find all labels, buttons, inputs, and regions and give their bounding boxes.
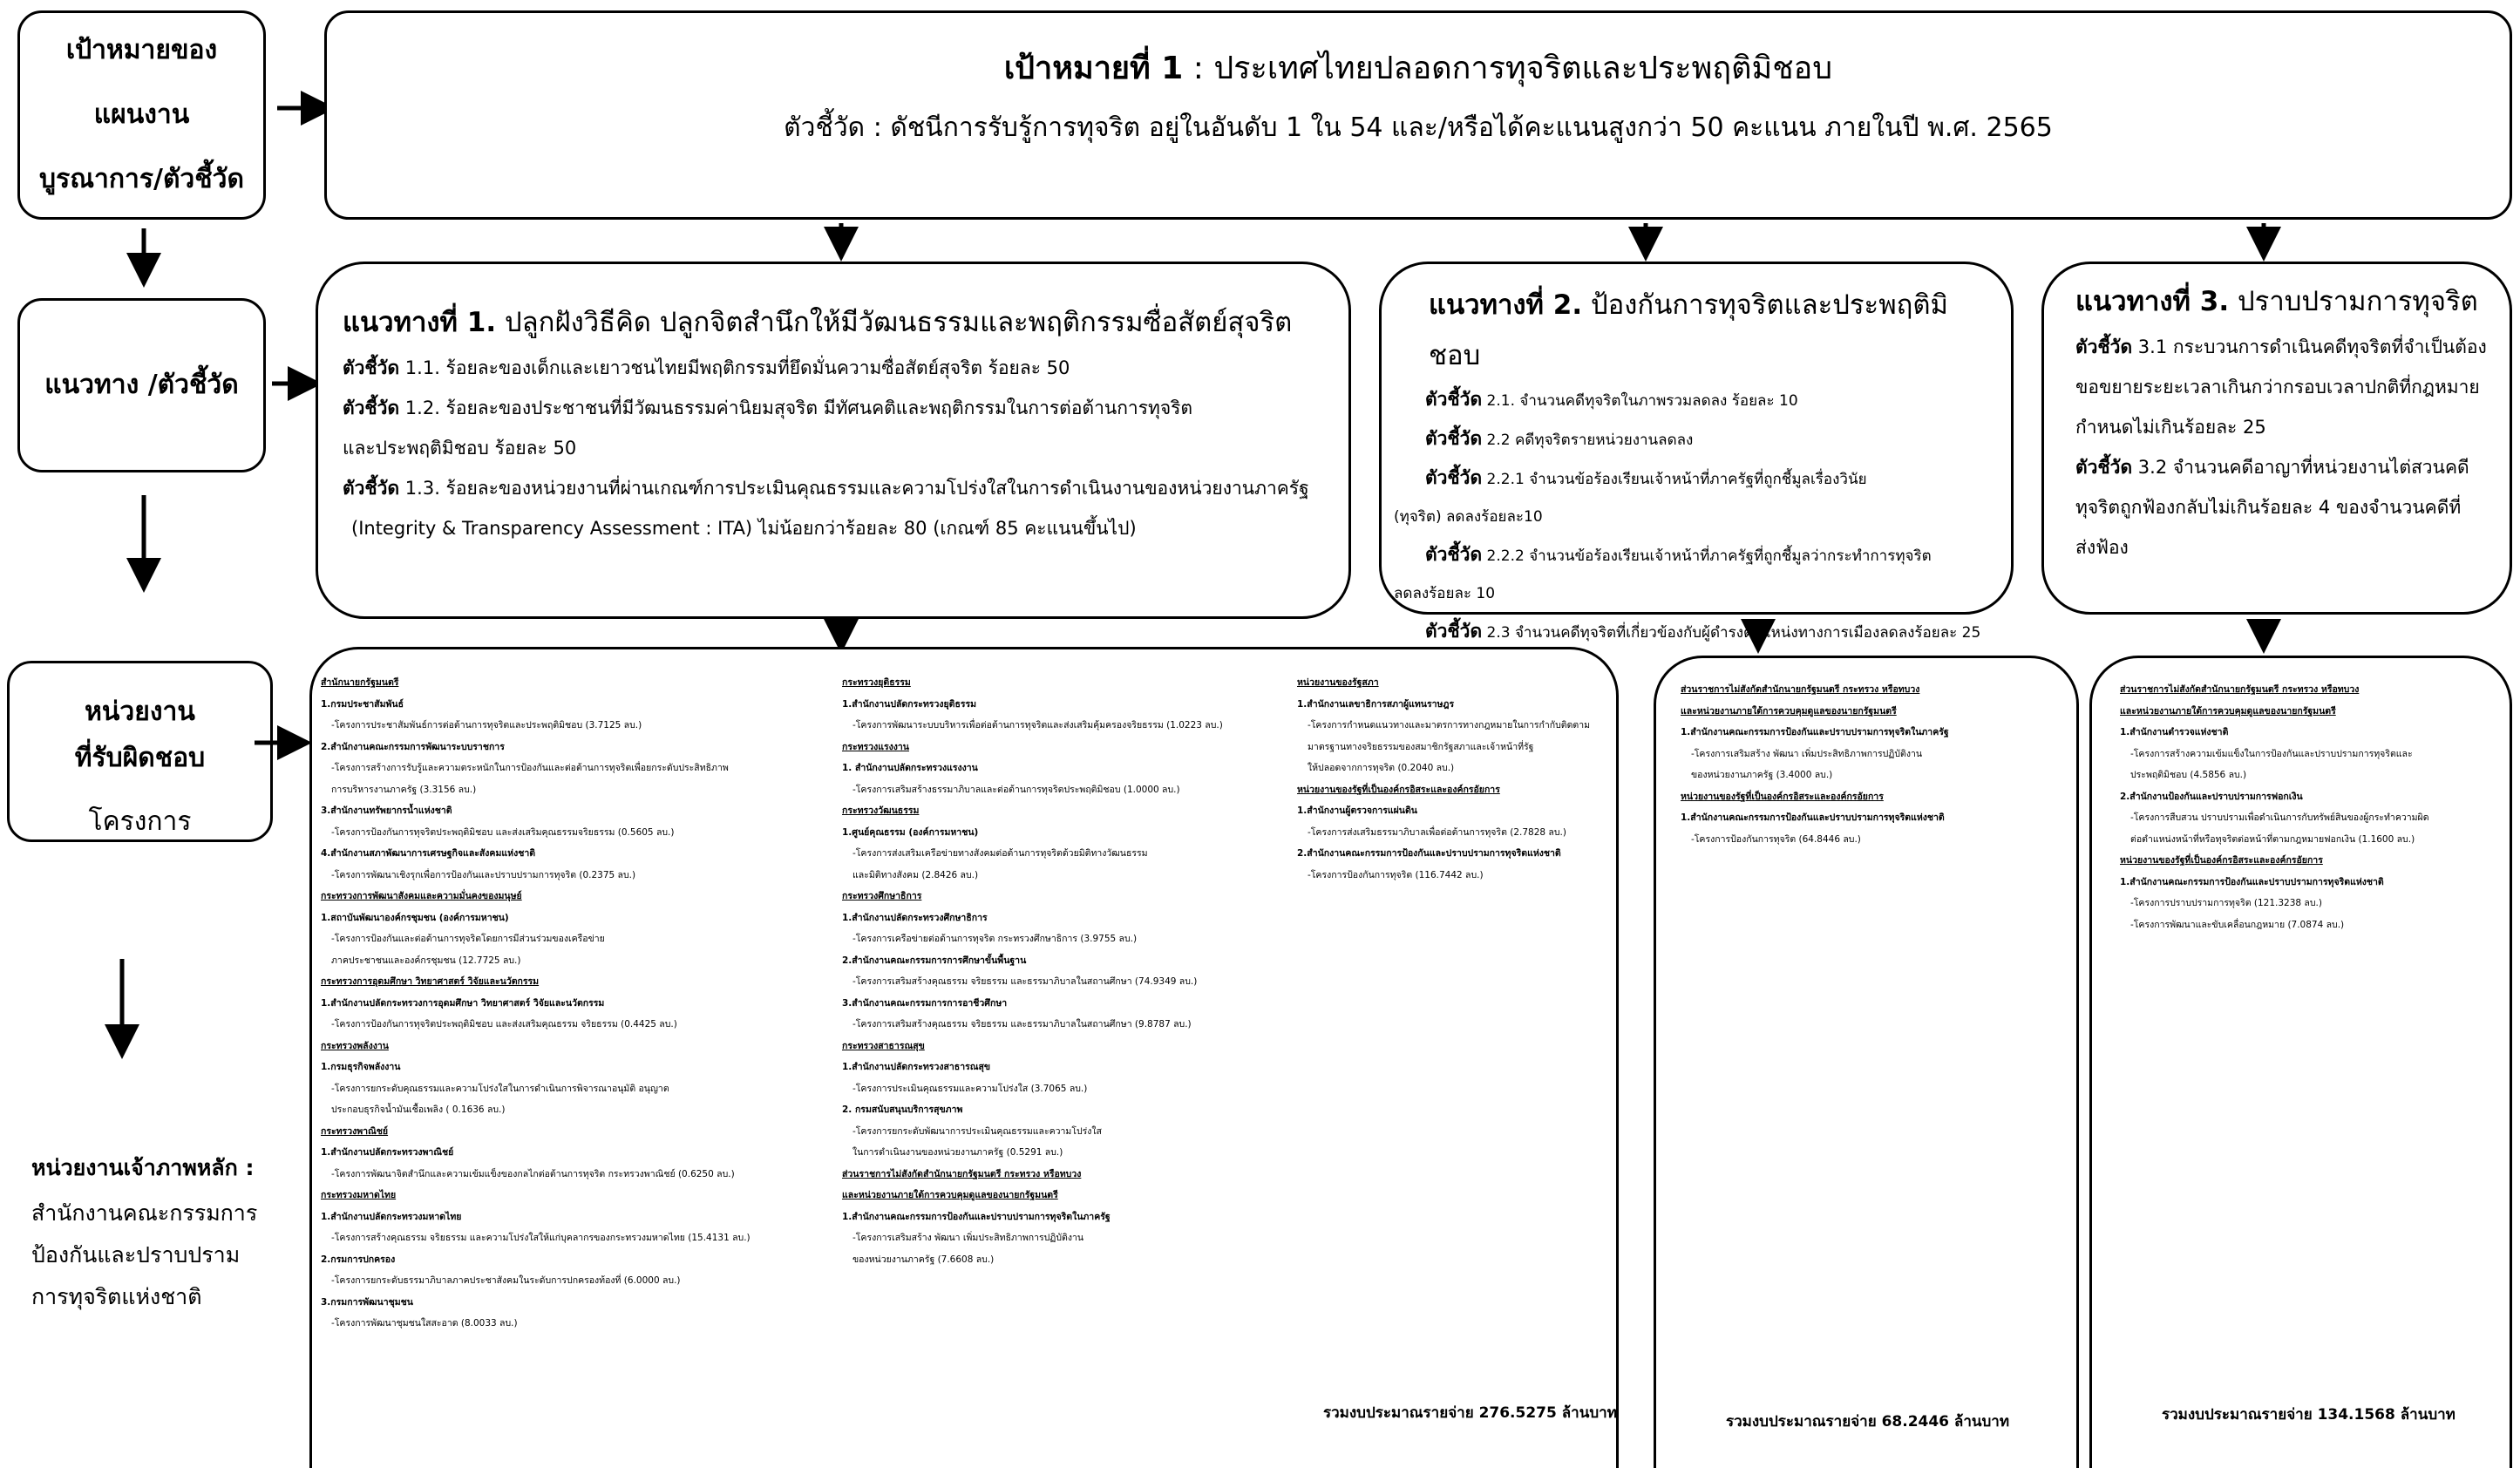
agency-name: 1.สำนักงานคณะกรรมการป้องกันและปราบปรามการทุจริตในภาครัฐ	[842, 1211, 1111, 1222]
agency-name: 1.สำนักงานคณะกรรมการป้องกันและปราบปรามการทุจริตแห่งชาติ	[2120, 876, 2384, 887]
indicator-text: 2.2.1 จำนวนข้อร้องเรียนเจ้าหน้าที่ภาครัฐที่ถูกชี้มูลเรื่องวินัย	[1482, 471, 1867, 488]
approach3-indicator-2	[2075, 447, 2494, 487]
indicator-keyword: ตัวชี้วัด	[1425, 621, 1483, 642]
agency-name: 1.สำนักงานตำรวจแห่งชาติ	[2120, 727, 2229, 737]
approach1-indicator-3-cont: (Integrity & Transparency Assessment : ITA) ไม่น้อยกว่าร้อยละ 80 (เกณฑ์ 85 คะแนนขึ้นไป)	[351, 518, 1137, 539]
agency-name: 1.สำนักงานปลัดกระทรวงมหาดไทย	[321, 1211, 462, 1222]
project-item: -โครงการยกระดับคุณธรรมและความโปร่งใสในการดำเนินการพิจารณาอนุมัติ อนุญาต	[331, 1083, 669, 1094]
host-agency-line-2: ป้องกันและปราบปราม	[31, 1242, 241, 1268]
host-agency-title: หน่วยงานเจ้าภาพหลัก :	[31, 1155, 255, 1180]
host-agency-line-3: การทุจริตแห่งชาติ	[31, 1284, 202, 1309]
indicator-text: 1.2. ร้อยละของประชาชนที่มีวัฒนธรรมค่านิยมสุจริต มีทัศนคติและพฤติกรรมในการต่อต้านการทุจริต	[399, 398, 1193, 418]
project-item: -โครงการสืบสวน ปราบปรามเพื่อดำเนินการกับทรัพย์สินของผู้กระทำความผิด	[2130, 812, 2429, 823]
indicator-text: 2.3 จำนวนคดีทุจริตที่เกี่ยวข้องกับผู้ดำรงตำแหน่งทางการเมืองลดลงร้อยละ 25	[1482, 624, 1981, 642]
agency-name: 3.กรมการพัฒนาชุมชน	[321, 1296, 413, 1308]
project-item: -โครงการป้องกันการทุจริตประพฤติมิชอบ และส่งเสริมคุณธรรมจริยธรรม (0.5605 ลบ.)	[331, 826, 675, 838]
goal-indicator: ตัวชี้วัด : ดัชนีการรับรู้การทุจริต อยู่ในอันดับ 1 ใน 54 และ/หรือได้คะแนนสูงกว่า 50 คะแนน ภายในปี พ.ศ. 2565	[784, 112, 2053, 143]
agency-name: 1.กรมธุรกิจพลังงาน	[321, 1062, 401, 1072]
agency-name: 1.สำนักงานเลขาธิการสภาผู้แทนราษฎร	[1297, 698, 1455, 710]
agency-name: 1.สำนักงานคณะกรรมการป้องกันและปราบปรามการทุจริตแห่งชาติ	[1681, 812, 1945, 823]
indicator-keyword: ตัวชี้วัด	[343, 398, 400, 418]
project-item: -โครงการยกระดับพัฒนาการประเมินคุณธรรมและความโปร่งใส	[852, 1125, 1102, 1137]
project-item: ของหน่วยงานภาครัฐ (7.6608 ลบ.)	[852, 1254, 995, 1265]
indicator-text: 3.2 จำนวนคดีอาญาที่หน่วยงานไต่สวนคดี	[2132, 457, 2469, 478]
project-label: โครงการ	[88, 806, 192, 837]
approach-label-box	[17, 298, 266, 472]
approach2-indicator-4-cont: ลดลงร้อยละ 10	[1394, 585, 1496, 602]
section-heading: กระทรวงวัฒนธรรม	[842, 805, 920, 816]
agency-name: 2.สำนักงานคณะกรรมการป้องกันและปราบปรามการทุจริตแห่งชาติ	[1297, 848, 1561, 859]
plan-goal-label-box	[17, 10, 266, 220]
project-item: -โครงการป้องกันการทุจริตประพฤติมิชอบ และส่งเสริมคุณธรรม จริยธรรม (0.4425 ลบ.)	[331, 1019, 677, 1030]
approach1-indicator-2-cont: และประพฤติมิชอบ ร้อยละ 50	[343, 438, 577, 459]
project-item: -โครงการประเมินคุณธรรมและความโปร่งใส (3.7065 ลบ.)	[852, 1083, 1088, 1094]
section-heading: หน่วยงานของรัฐที่เป็นองค์กรอิสระและองค์กรอัยการ	[1297, 784, 1500, 795]
section-heading: หน่วยงานของรัฐที่เป็นองค์กรอิสระและองค์กรอัยการ	[1681, 791, 1884, 802]
section-heading: กระทรวงพาณิชย์	[321, 1125, 389, 1137]
approach3-heading-text: ปราบปรามการทุจริต	[2229, 286, 2478, 317]
project-item: การบริหารงานภาครัฐ (3.3156 ลบ.)	[331, 784, 477, 795]
projects2-box	[1654, 656, 2079, 1468]
project-item: -โครงการพัฒนาเชิงรุกเพื่อการป้องกันและปราบปรามการทุจริต (0.2375 ลบ.)	[331, 869, 636, 880]
indicator-keyword: ตัวชี้วัด	[343, 357, 400, 378]
projects3-budget: รวมงบประมาณรายจ่าย 134.1568 ล้านบาท	[2162, 1406, 2455, 1424]
section-heading: กระทรวงศึกษาธิการ	[842, 891, 922, 901]
projects1-column-c	[1297, 672, 1611, 886]
project-item: -โครงการพัฒนาระบบบริหารเพื่อต่อต้านการทุจริตและส่งเสริมคุ้มครองจริยธรรม (1.0223 ลบ.)	[852, 720, 1223, 731]
agency-name: 3.สำนักงานทรัพยากรน้ำแห่งชาติ	[321, 805, 452, 816]
approach2-indicator-4	[1394, 536, 1999, 575]
project-item: -โครงการยกระดับธรรมาภิบาลภาคประชาสังคมในระดับการปกครองท้องที่ (6.0000 ลบ.)	[331, 1275, 681, 1286]
projects3-box	[2089, 656, 2512, 1468]
section-heading: และหน่วยงานภายใต้การควบคุมดูแลของนายกรัฐมนตรี	[842, 1190, 1058, 1200]
agency-name: 3.สำนักงานคณะกรรมการการอาชีวศึกษา	[842, 997, 1008, 1009]
section-heading: กระทรวงยุติธรรม	[842, 677, 911, 688]
projects2-budget: รวมงบประมาณรายจ่าย 68.2446 ล้านบาท	[1726, 1413, 2010, 1431]
approach-label: แนวทาง /ตัวชี้วัด	[44, 370, 239, 400]
goal-title	[327, 43, 2510, 92]
projects3-column	[2120, 679, 2503, 935]
approach3-box	[2041, 262, 2512, 615]
approach1-indicator-3	[343, 468, 1331, 508]
agency-label-box	[7, 661, 273, 842]
indicator-text: 1.1. ร้อยละของเด็กและเยาวชนไทยมีพฤติกรรมที่ยึดมั่นความซื่อสัตย์สุจริต ร้อยละ 50	[399, 357, 1070, 378]
approach2-heading-text: ป้องกันการทุจริตและประพฤติมิชอบ	[1429, 289, 1948, 371]
section-heading: และหน่วยงานภายใต้การควบคุมดูแลของนายกรัฐมนตรี	[2120, 705, 2336, 717]
approach2-heading-bold: แนวทางที่ 2.	[1429, 289, 1583, 321]
indicator-keyword: ตัวชี้วัด	[1425, 428, 1483, 449]
indicator-text: 1.3. ร้อยละของหน่วยงานที่ผ่านเกณฑ์การประเมินคุณธรรมและความโปร่งใสในการดำเนินงานของหน่วยงานภาครัฐ	[399, 478, 1309, 499]
plan-label-line-1: เป้าหมายของ	[65, 35, 218, 65]
project-item: -โครงการปราบปรามการทุจริต (121.3238 ลบ.)	[2130, 898, 2322, 908]
agency-name: 2.กรมการปกครอง	[321, 1254, 396, 1265]
agency-name: 4.สำนักงานสภาพัฒนาการเศรษฐกิจและสังคมแห่งชาติ	[321, 848, 536, 859]
agency-label-line-2: ที่รับผิดชอบ	[74, 743, 206, 773]
plan-label-line-2: แผนงาน	[93, 99, 190, 130]
goal-title-text: : ประเทศไทยปลอดการทุจริตและประพฤติมิชอบ	[1183, 51, 1833, 86]
agency-name: 1.สำนักงานปลัดกระทรวงการอุดมศึกษา วิทยาศาสตร์ วิจัยและนวัตกรรม	[321, 997, 605, 1009]
project-item: -โครงการเสริมสร้างธรรมาภิบาลและต่อต้านการทุจริตประพฤติมิชอบ (1.0000 ลบ.)	[852, 784, 1180, 795]
project-item: -โครงการสร้างการรับรู้และความตระหนักในการป้องกันและต่อต้านการทุจริตเพื่อยกระดับประสิทธิภาพ	[331, 763, 729, 773]
project-item: และมิติทางสังคม (2.8426 ลบ.)	[852, 869, 979, 880]
section-heading: กระทรวงการพัฒนาสังคมและความมั่นคงของมนุษย์	[321, 891, 522, 901]
approach1-indicator-1	[343, 348, 1331, 388]
section-heading: ส่วนราชการไม่สังกัดสำนักนายกรัฐมนตรี กระทรวง หรือทบวง	[1681, 684, 1920, 695]
section-heading: และหน่วยงานภายใต้การควบคุมดูแลของนายกรัฐมนตรี	[1681, 705, 1897, 717]
agency-name: 1.สำนักงานปลัดกระทรวงยุติธรรม	[842, 698, 977, 710]
agency-name: 2.สำนักงานคณะกรรมการพัฒนาระบบราชการ	[321, 741, 505, 752]
approach3-indicator-1-cont: ขอขยายระยะเวลาเกินกว่ากรอบเวลาปกติที่กฎหมาย	[2075, 377, 2480, 398]
project-item: ประพฤติมิชอบ (4.5856 ลบ.)	[2130, 770, 2247, 780]
agency-name: 2.สำนักงานคณะกรรมการการศึกษาขั้นพื้นฐาน	[842, 955, 1027, 966]
approach3-indicator-2-cont: ทุจริตถูกฟ้องกลับไม่เกินร้อยละ 4 ของจำนวนคดีที่	[2075, 497, 2462, 518]
section-heading: หน่วยงานของรัฐที่เป็นองค์กรอิสระและองค์กรอัยการ	[2120, 855, 2323, 866]
project-item: -โครงการส่งเสริมเครือข่ายทางสังคมต่อต้านการทุจริตด้วยมิติทางวัฒนธรรม	[852, 848, 1148, 859]
project-item: -โครงการสร้างความเข้มแข็งในการป้องกันและปราบปรามการทุจริตและ	[2130, 748, 2413, 759]
approach1-heading-bold: แนวทางที่ 1.	[343, 307, 497, 338]
host-agency-line-1: สำนักงานคณะกรรมการ	[31, 1200, 258, 1226]
section-heading: กระทรวงมหาดไทย	[321, 1190, 397, 1200]
agency-name: 1.สถาบันพัฒนาองค์กรชุมชน (องค์การมหาชน)	[321, 912, 509, 923]
approach3-heading-bold: แนวทางที่ 3.	[2075, 286, 2230, 317]
approach1-heading-text: ปลูกฝังวิธีคิด ปลูกจิตสำนึกให้มีวัฒนธรรมและพฤติกรรมซื่อสัตย์สุจริต	[496, 307, 1293, 338]
goal-title-bold: เป้าหมายที่ 1	[1003, 51, 1184, 86]
section-heading: กระทรวงการอุดมศึกษา วิทยาศาสตร์ วิจัยและนวัตกรรม	[321, 976, 540, 987]
project-item: ในการดำเนินงานของหน่วยงานภาครัฐ (0.5291 ลบ.)	[852, 1147, 1063, 1158]
agency-name: 2. กรมสนับสนุนบริการสุขภาพ	[842, 1104, 963, 1115]
approach1-box	[316, 262, 1351, 619]
project-item: -โครงการกำหนดแนวทางและมาตรการทางกฎหมายในการกำกับติดตาม	[1308, 720, 1591, 731]
project-item: ต่อตำแหน่งหน้าที่หรือทุจริตต่อหน้าที่ตามกฎหมายฟอกเงิน (1.1600 ลบ.)	[2130, 833, 2415, 845]
indicator-text: 2.2 คดีทุจริตรายหน่วยงานลดลง	[1482, 432, 1694, 449]
indicator-keyword: ตัวชี้วัด	[343, 478, 400, 499]
project-item: -โครงการพัฒนาชุมชนใสสะอาด (8.0033 ลบ.)	[331, 1318, 518, 1329]
section-heading: หน่วยงานของรัฐสภา	[1297, 677, 1379, 688]
project-item: -โครงการเสริมสร้าง พัฒนา เพิ่มประสิทธิภาพการปฏิบัติงาน	[1691, 748, 1923, 759]
projects1-budget: รวมงบประมาณรายจ่าย 276.5275 ล้านบาท	[1323, 1404, 1617, 1422]
agency-name: 1.ศูนย์คุณธรรม (องค์การมหาชน)	[842, 826, 979, 838]
indicator-text: 3.1 กระบวนการดำเนินคดีทุจริตที่จำเป็นต้อง	[2132, 336, 2487, 357]
project-item: -โครงการสร้างคุณธรรม จริยธรรม และความโปร่งใสให้แก่บุคลากรของกระทรวงมหาดไทย (15.4131 ลบ.)	[331, 1233, 751, 1243]
section-heading: กระทรวงแรงงาน	[842, 741, 909, 752]
approach2-indicator-2	[1394, 420, 1999, 459]
projects1-box	[309, 647, 1619, 1468]
agency-label-line-1: หน่วยงาน	[85, 697, 195, 727]
project-item: -โครงการป้องกันการทุจริต (116.7442 ลบ.)	[1308, 869, 1484, 880]
project-item: -โครงการเสริมสร้าง พัฒนา เพิ่มประสิทธิภาพการปฏิบัติงาน	[852, 1233, 1084, 1243]
section-heading: ส่วนราชการไม่สังกัดสำนักนายกรัฐมนตรี กระทรวง หรือทบวง	[842, 1168, 1082, 1179]
approach2-box	[1379, 262, 2014, 642]
project-item: -โครงการป้องกันและต่อต้านการทุจริตโดยการมีส่วนร่วมของเครือข่าย	[331, 934, 605, 944]
agency-name: 1.สำนักงานผู้ตรวจการแผ่นดิน	[1297, 805, 1417, 816]
project-item: -โครงการเสริมสร้างคุณธรรม จริยธรรม และธรรมาภิบาลในสถานศึกษา (74.9349 ลบ.)	[852, 976, 1198, 987]
project-item: ให้ปลอดจากการทุจริต (0.2040 ลบ.)	[1308, 763, 1455, 773]
project-item: -โครงการประชาสัมพันธ์การต่อต้านการทุจริตและประพฤติมิชอบ (3.7125 ลบ.)	[331, 720, 642, 731]
project-item: -โครงการเสริมสร้างคุณธรรม จริยธรรม และธรรมาภิบาลในสถานศึกษา (9.8787 ลบ.)	[852, 1019, 1192, 1030]
agency-name: 2.สำนักงานป้องกันและปราบปรามการฟอกเงิน	[2120, 791, 2303, 802]
approach2-indicator-3	[1394, 459, 1999, 499]
project-item: -โครงการพัฒนาจิตสำนึกและความเข้มแข็งของกลไกต่อต้านการทุจริต กระทรวงพาณิชย์ (0.6250 ลบ.)	[331, 1168, 735, 1179]
agency-name: 1.สำนักงานปลัดกระทรวงศึกษาธิการ	[842, 912, 988, 923]
approach1-heading	[343, 297, 1331, 348]
section-heading: กระทรวงพลังงาน	[321, 1040, 389, 1051]
project-item: -โครงการเครือข่ายต่อต้านการทุจริต กระทรวงศึกษาธิการ (3.9755 ลบ.)	[852, 934, 1138, 944]
indicator-keyword: ตัวชี้วัด	[1425, 467, 1483, 488]
project-item: ของหน่วยงานภาครัฐ (3.4000 ลบ.)	[1691, 770, 1833, 780]
goal-box	[324, 10, 2512, 220]
approach2-indicator-3-cont: (ทุจริต) ลดลงร้อยละ10	[1394, 508, 1543, 526]
agency-name: 1.สำนักงานปลัดกระทรวงพาณิชย์	[321, 1147, 454, 1158]
section-heading: กระทรวงสาธารณสุข	[842, 1040, 925, 1051]
indicator-text: 2.2.2 จำนวนข้อร้องเรียนเจ้าหน้าที่ภาครัฐที่ถูกชี้มูลว่ากระทำการทุจริต	[1482, 547, 1932, 565]
indicator-keyword: ตัวชี้วัด	[1425, 544, 1483, 565]
agency-name: 1.กรมประชาสัมพันธ์	[321, 698, 404, 710]
indicator-keyword: ตัวชี้วัด	[2075, 336, 2133, 357]
approach3-indicator-1-cont2: กำหนดไม่เกินร้อยละ 25	[2075, 417, 2266, 438]
indicator-keyword: ตัวชี้วัด	[1425, 389, 1483, 410]
approach3-indicator-1	[2075, 327, 2494, 367]
approach3-heading	[2075, 276, 2494, 327]
project-item: -โครงการป้องกันการทุจริต (64.8446 ลบ.)	[1691, 833, 1861, 845]
project-item: -โครงการพัฒนาและขับเคลื่อนกฎหมาย (7.0874 ลบ.)	[2130, 919, 2345, 930]
project-item: มาตรฐานทางจริยธรรมของสมาชิกรัฐสภาและเจ้าหน้าที่รัฐ	[1308, 741, 1534, 752]
approach2-indicator-1	[1394, 381, 1999, 420]
project-item: ประกอบธุรกิจน้ำมันเชื้อเพลิง ( 0.1636 ลบ.)	[331, 1104, 506, 1115]
approach1-indicator-2	[343, 388, 1331, 428]
projects2-column	[1681, 679, 2073, 850]
approach3-indicator-2-cont2: ส่งฟ้อง	[2075, 537, 2129, 558]
project-item: -โครงการส่งเสริมธรรมาภิบาลเพื่อต่อต้านการทุจริต (2.7828 ลบ.)	[1308, 826, 1566, 838]
agency-name: 1.สำนักงานคณะกรรมการป้องกันและปราบปรามการทุจริตในภาครัฐ	[1681, 727, 1949, 737]
indicator-keyword: ตัวชี้วัด	[2075, 457, 2133, 478]
projects1-column-a	[321, 672, 844, 1335]
indicator-text: 2.1. จำนวนคดีทุจริตในภาพรวมลดลง ร้อยละ 10	[1482, 392, 1798, 410]
agency-name: 1. สำนักงานปลัดกระทรวงแรงงาน	[842, 763, 978, 773]
approach2-heading	[1394, 280, 1999, 381]
section-heading: ส่วนราชการไม่สังกัดสำนักนายกรัฐมนตรี กระทรวง หรือทบวง	[2120, 684, 2360, 695]
projects1-column-b	[842, 672, 1295, 1270]
section-heading: สำนักนายกรัฐมนตรี	[321, 677, 399, 688]
project-item: ภาคประชาชนและองค์กรชุมชน (12.7725 ลบ.)	[331, 955, 521, 966]
agency-name: 1.สำนักงานปลัดกระทรวงสาธารณสุข	[842, 1062, 991, 1072]
plan-label-line-3: บูรณาการ/ตัวชี้วัด	[39, 164, 244, 194]
